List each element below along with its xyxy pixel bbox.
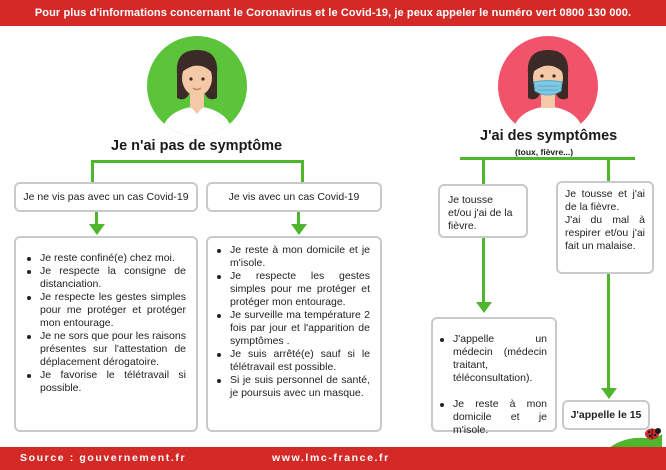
with-covid-case-box <box>206 182 382 212</box>
doctor-actions-list <box>437 333 547 437</box>
breathing-difficulty-line-2: J'ai du mal à respirer et/ou j'ai fait un malaise. <box>565 214 645 252</box>
no-covid-case-actions-list <box>24 252 186 395</box>
list-item: Je respecte les gestes simples pour me protéger et protéger mon entourage. <box>214 270 370 309</box>
with-covid-case-actions-box <box>206 236 382 432</box>
cough-fever-label: Je tousse et/ou j'ai de la fièvre. <box>448 194 513 232</box>
left-connector-up-right <box>301 160 304 182</box>
list-item: Si je suis personnel de santé, je poursuis avec un masque. <box>214 374 370 400</box>
no-symptom-heading: Je n'ai pas de symptôme <box>111 138 283 154</box>
symptoms-heading: J'ai des symptômes <box>480 128 618 144</box>
left-connector-up-left <box>91 160 94 182</box>
footer-website[interactable]: www.lmc-france.fr <box>272 452 390 464</box>
list-item: Je suis arrêté(e) sauf si le télétravail est possible. <box>214 348 370 374</box>
footer-bar <box>0 447 666 470</box>
list-item: Je favorise le télétravail si possible. <box>24 369 186 395</box>
right-arrow-1-head <box>476 302 492 313</box>
doctor-actions-box <box>431 317 557 436</box>
right-connector-up-right <box>607 157 610 182</box>
info-banner-text: Pour plus d'informations concernant le Coronavirus et le Covid-19, je peux appeler le numéro vert 0800 130 000. <box>34 7 632 19</box>
no-covid-case-actions-box <box>14 236 198 432</box>
list-item: J'appelle un médecin (médecin traitant, téléconsultation). <box>437 333 547 385</box>
left-connector-horizontal <box>91 160 304 163</box>
list-item: Je reste à mon domicile et je m'isole. <box>214 244 370 270</box>
left-arrow-2-head <box>291 224 307 235</box>
call-15-label: J'appelle le 15 <box>570 408 642 421</box>
list-item: Je respecte la consigne de distanciation. <box>24 265 186 291</box>
with-covid-case-label: Je vis avec un cas Covid-19 <box>228 190 360 203</box>
right-arrow-1-shaft <box>482 238 485 304</box>
no-covid-case-label: Je ne vis pas avec un cas Covid-19 <box>23 190 189 203</box>
right-arrow-2-head <box>601 388 617 399</box>
person-with-mask-icon <box>498 36 598 136</box>
right-connector-up-left <box>482 157 485 185</box>
with-covid-case-actions-list <box>214 244 370 400</box>
right-arrow-2-shaft <box>607 274 610 390</box>
list-item: Je respecte les gestes simples pour me protéger et protéger mon entourage. <box>24 291 186 330</box>
breathing-difficulty-line-1: Je tousse et j'ai de la fièvre. <box>565 188 645 213</box>
list-item: Je surveille ma température 2 fois par jour et l'apparition de symptômes . <box>214 309 370 348</box>
symptoms-subheading: (toux, fièvre...) <box>515 147 574 157</box>
list-item: Je reste à mon domicile et je m'isole. <box>437 398 547 437</box>
list-item: Je reste confiné(e) chez moi. <box>24 252 186 265</box>
person-no-mask-icon <box>147 36 247 136</box>
breathing-difficulty-box <box>556 181 654 274</box>
info-banner <box>0 0 666 26</box>
cough-fever-box <box>438 184 528 238</box>
footer-source: Source : gouvernement.fr <box>20 452 187 464</box>
list-item: Je ne sors que pour les raisons présentes sur l'attestation de déplacement dérogatoire. <box>24 330 186 369</box>
left-arrow-1-head <box>89 224 105 235</box>
no-covid-case-box <box>14 182 198 212</box>
